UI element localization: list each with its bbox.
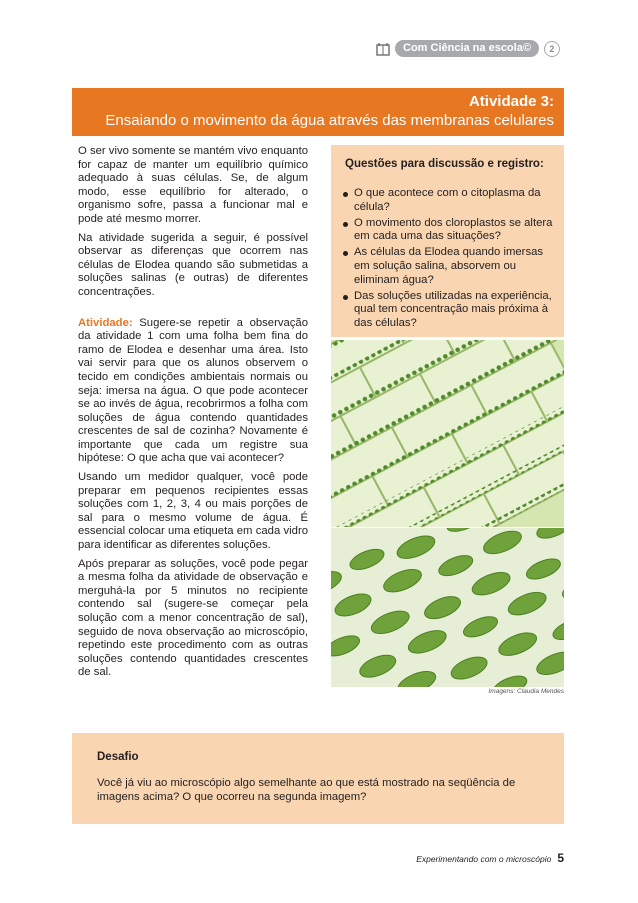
question-item bbox=[343, 187, 555, 215]
bullet-icon bbox=[343, 251, 348, 256]
footer-title: Experimentando com o microscópio bbox=[416, 854, 552, 864]
elodea-micrograph-normal bbox=[331, 340, 564, 527]
activity-title: Atividade 3: bbox=[468, 93, 554, 110]
image-credit: Imagens: Claudia Mendes bbox=[488, 688, 564, 695]
solutions-paragraph: Usando um medidor qualquer, você pode preparar em pequenos recipientes essas soluções com 1, 2, 3, 4 ou mais porções de sal para o mesmo volume de água. É essencial colocar uma etiqueta em cada vidro para identificar as diferentes soluções. bbox=[78, 471, 308, 552]
page-number: 5 bbox=[557, 851, 564, 865]
question-text: As células da Elodea quando imersas em solução salina, absorvem ou eliminam água? bbox=[354, 246, 544, 286]
challenge-title: Desafio bbox=[97, 751, 139, 763]
procedure-paragraph: Após preparar as soluções, você pode pegar a mesma folha da atividade de observação e merguhá-la por 5 minutos no recipiente contendo sal (sugere-se começar pela solução com a menor concentração de sal), seguido de nova observação ao microscópio, repetindo este procedimento com as outras soluções contendo quantidades crescentes de sal. bbox=[78, 557, 308, 679]
intro-paragraph: O ser vivo somente se mantém vivo enquanto for capaz de manter um equilíbrio químico adequado à suas células. Se, de algum modo, esse equilíbrio for alterado, o organismo sofre, passa a funcionar mal e pode até mesmo morrer. bbox=[78, 145, 308, 225]
book-icon bbox=[376, 42, 390, 56]
bullet-icon bbox=[343, 192, 348, 197]
challenge-text: Você já viu ao microscópio algo semelhante ao que está mostrado na seqüência de imagens acima? O que ocorreu na segunda imagem? bbox=[97, 777, 516, 803]
question-text: O movimento dos cloroplastos se altera em cada uma das situações? bbox=[354, 216, 553, 243]
questions-title: Questões para discussão e registro: bbox=[345, 158, 544, 170]
activity-subtitle: Ensaiando o movimento da água através das membranas celulares bbox=[105, 112, 554, 129]
series-number: 2 bbox=[544, 41, 560, 57]
activity-title-band bbox=[72, 88, 564, 136]
activity-text: Sugere-se repetir a observação da atividade 1 com uma folha bem fina do ramo de Elodea e desenhar uma área. Isto vai servir para que os alunos observem o tecido em condições ambientais normais ou seja: imersa na água. O que pode acontecer se ao invés de água, recobrirmos a folha com soluções de água contendo quantidades crescentes de sal de cozinha? Novamente é importante que cada um registre sua hipótese: O que acha que vai acontecer? bbox=[78, 316, 308, 465]
question-text: Das soluções utilizadas na experiência, qual tem concentração mais próxima à das células? bbox=[354, 289, 552, 330]
series-badge bbox=[376, 40, 560, 57]
elodea-paragraph: Na atividade sugerida a seguir, é possível observar as diferenças que ocorrem nas células de Elodea quando são submetidas a soluções salinas (e outras) de diferentes concentrações. bbox=[78, 231, 308, 298]
question-item bbox=[343, 246, 555, 287]
challenge-box bbox=[72, 733, 564, 824]
questions-box bbox=[331, 145, 564, 337]
activity-label: Atividade: bbox=[78, 316, 133, 329]
bullet-icon bbox=[343, 295, 348, 300]
bullet-icon bbox=[343, 222, 348, 227]
elodea-micrograph-saline bbox=[331, 528, 564, 687]
question-text: O que acontece com o citoplasma da célula? bbox=[354, 187, 541, 213]
question-item bbox=[343, 217, 555, 245]
body-text-column bbox=[78, 145, 308, 685]
page-footer bbox=[330, 851, 564, 865]
series-label: Com Ciência na escola© bbox=[395, 40, 539, 57]
question-item bbox=[343, 290, 555, 331]
activity-paragraph bbox=[78, 317, 308, 467]
questions-list bbox=[343, 187, 555, 333]
